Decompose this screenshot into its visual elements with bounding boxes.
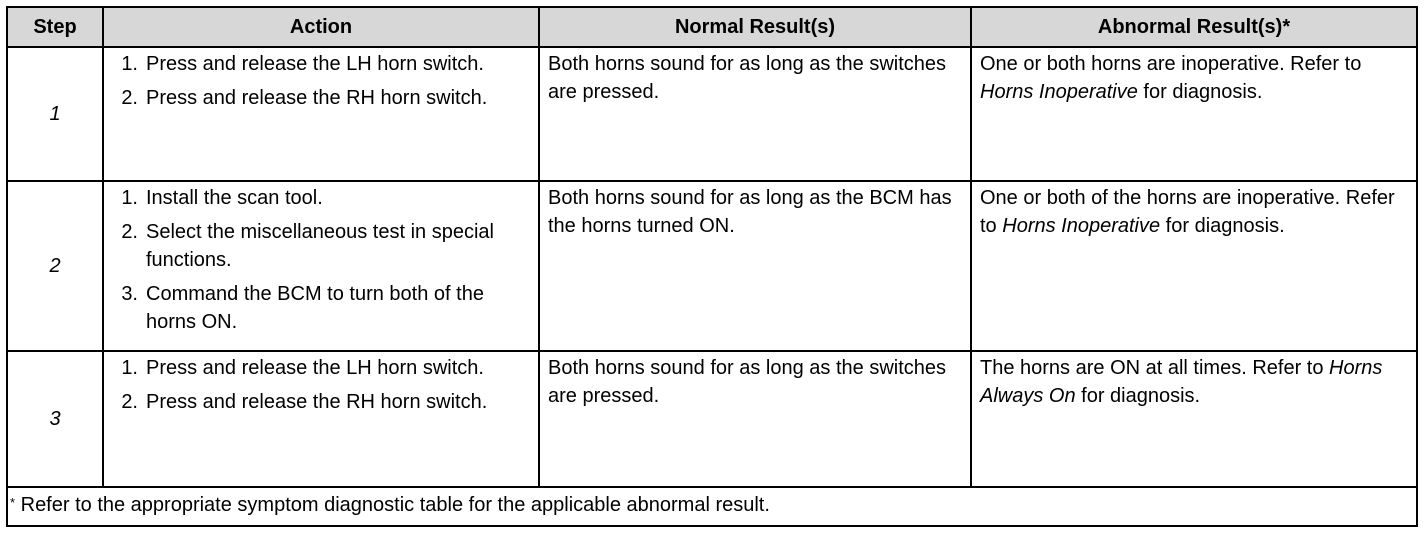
diagnostic-table [6,6,1418,527]
abnormal-result-cell [971,181,1417,351]
action-cell [103,351,539,487]
step-number: 3 [7,351,103,487]
table-row-step-3 [7,351,1417,487]
action-list [112,354,532,416]
step-number: 2 [7,181,103,351]
abnormal-result-text-end: for diagnosis. [1137,81,1263,103]
normal-result-cell: Both horns sound for as long as the switches are pressed. [539,351,971,487]
diagnostic-table-container [6,6,1416,527]
header-step: Step [7,7,103,47]
action-item-text: Press and release the LH horn switch. [146,53,484,75]
footnote-mark: * [10,495,16,510]
header-row [7,7,1417,47]
step-number: 1 [7,47,103,181]
action-item-text: Select the miscellaneous test in special functions. [146,221,494,271]
action-item-number: 3. [121,283,138,305]
abnormal-result-text: One or both horns are inoperative. Refer to [980,53,1362,75]
action-item-number: 1. [121,53,138,75]
normal-result-cell: Both horns sound for as long as the switches are pressed. [539,47,971,181]
footnote-row [7,487,1417,526]
abnormal-result-text-end: for diagnosis. [1075,385,1201,407]
action-item-text: Press and release the RH horn switch. [146,391,488,413]
header-abnormal-results: Abnormal Result(s)* [971,7,1417,47]
abnormal-result-text-end: for diagnosis. [1160,215,1285,237]
header-action: Action [103,7,539,47]
action-item-number: 2. [121,391,138,413]
abnormal-result-reference: Horns Inoperative [1002,215,1161,237]
abnormal-result-text: One or both of the horns are inoperative. Refer to [980,187,1395,237]
action-item-number: 1. [121,187,138,209]
header-normal-results: Normal Result(s) [539,7,971,47]
action-item-text: Press and release the RH horn switch. [146,87,488,109]
action-item-number: 2. [121,87,138,109]
abnormal-result-cell [971,47,1417,181]
action-item [112,218,532,274]
action-item [112,84,532,112]
abnormal-result-cell [971,351,1417,487]
table-row-step-1 [7,47,1417,181]
action-item-text: Press and release the LH horn switch. [146,357,484,379]
footnote-cell [7,487,1417,526]
action-item-text: Install the scan tool. [146,187,323,209]
action-item [112,388,532,416]
footnote-text: Refer to the appropriate symptom diagnostic table for the applicable abnormal result. [15,494,770,516]
action-list [112,184,532,336]
action-item [112,50,532,78]
action-item-number: 1. [121,357,138,379]
action-item [112,280,532,336]
action-item [112,354,532,382]
abnormal-result-text: The horns are ON at all times. Refer to [980,357,1330,379]
action-item-text: Command the BCM to turn both of the horns ON. [146,283,484,333]
table-row-step-2 [7,181,1417,351]
action-list [112,50,532,112]
abnormal-result-reference: Horns Always On [980,357,1383,407]
action-cell [103,181,539,351]
action-item [112,184,532,212]
abnormal-result-reference: Horns Inoperative [980,81,1138,103]
action-item-number: 2. [121,221,138,243]
action-cell [103,47,539,181]
normal-result-cell: Both horns sound for as long as the BCM has the horns turned ON. [539,181,971,351]
